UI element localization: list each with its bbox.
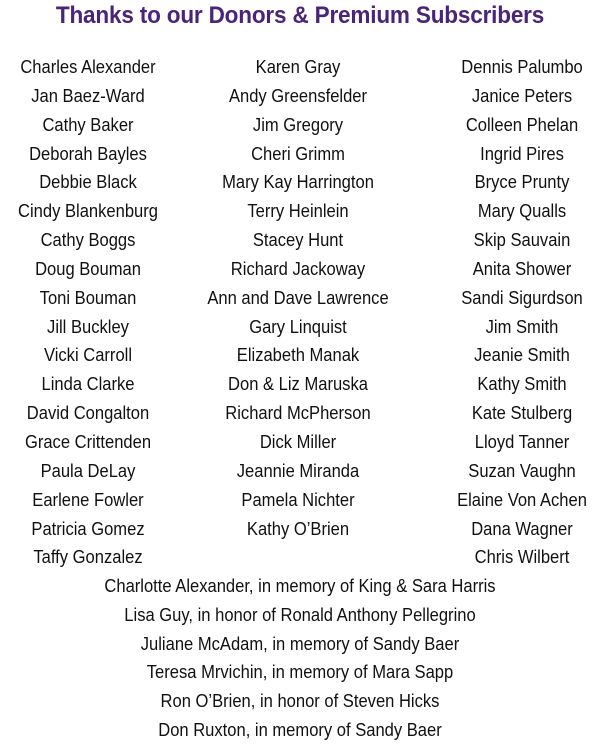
donor-name: Charles Alexander bbox=[20, 57, 156, 77]
donor-name: Chris Wilbert bbox=[474, 547, 570, 568]
donor-name: Mary Kay Harrington bbox=[222, 172, 374, 193]
donor-name: Elizabeth Manak bbox=[236, 345, 360, 366]
donor-name: Terry Heinlein bbox=[247, 201, 349, 222]
donor-name: Dennis Palumbo bbox=[461, 57, 583, 77]
donor-name: Debbie Black bbox=[39, 172, 137, 193]
donor-name: Earlene Fowler bbox=[32, 489, 144, 510]
donor-name: Jeanie Smith bbox=[474, 345, 570, 366]
donor-name: Jim Gregory bbox=[252, 114, 344, 135]
donor-name: Colleen Phelan bbox=[465, 114, 579, 135]
dedication-line: Ron O’Brien, in honor of Steven Hicks bbox=[160, 691, 440, 712]
dedication-line: Don Ruxton, in memory of Sandy Baer bbox=[158, 719, 442, 740]
donor-name: Cindy Blankenburg bbox=[18, 201, 158, 222]
donor-name: Paula DeLay bbox=[40, 460, 136, 481]
donor-name: Ingrid Pires bbox=[480, 143, 564, 164]
donor-name: Janice Peters bbox=[471, 85, 573, 106]
donor-name: Kate Stulberg bbox=[471, 403, 573, 424]
dedications-list bbox=[0, 572, 600, 745]
donor-name: Don & Liz Maruska bbox=[228, 374, 368, 395]
donor-name: Elaine Von Achen bbox=[457, 489, 587, 510]
donor-name: Dick Miller bbox=[259, 431, 337, 452]
donor-name: Richard Jackoway bbox=[230, 258, 366, 279]
page-title: Thanks to our Donors & Premium Subscribers bbox=[55, 2, 545, 29]
donor-name: Jim Smith bbox=[485, 316, 559, 337]
donor-name: Pamela Nichter bbox=[241, 489, 355, 510]
donor-name: Dana Wagner bbox=[471, 518, 573, 539]
donor-name: Toni Bouman bbox=[39, 287, 137, 308]
donor-name: Ann and Dave Lawrence bbox=[207, 287, 389, 308]
donor-name: Cathy Baker bbox=[42, 114, 134, 135]
donor-name: Stacey Hunt bbox=[252, 230, 344, 251]
donor-name: Lloyd Tanner bbox=[474, 431, 570, 452]
dedication-line: Lisa Guy, in honor of Ronald Anthony Pellegrino bbox=[124, 604, 476, 625]
donor-name: Patricia Gomez bbox=[31, 518, 145, 539]
donor-name: Vicki Carroll bbox=[43, 345, 133, 366]
dedication-line: Charlotte Alexander, in memory of King & Sara Harris bbox=[104, 576, 496, 596]
donor-name: David Congalton bbox=[26, 403, 150, 424]
donor-name: Richard McPherson bbox=[225, 403, 371, 424]
donor-name: Grace Crittenden bbox=[24, 431, 152, 452]
donor-name: Gary Linquist bbox=[249, 316, 347, 337]
donor-name: Bryce Prunty bbox=[474, 172, 570, 193]
donor-name: Mary Qualls bbox=[477, 201, 567, 222]
donor-name: Kathy O’Brien bbox=[246, 518, 350, 539]
donor-name: Cheri Grimm bbox=[251, 143, 345, 164]
donor-name: Linda Clarke bbox=[41, 374, 135, 395]
donor-name: Karen Gray bbox=[255, 57, 341, 77]
donor-name: Kathy Smith bbox=[477, 374, 567, 395]
donor-name: Deborah Bayles bbox=[29, 143, 147, 164]
donor-column-2 bbox=[199, 53, 396, 543]
dedication-line: Teresa Mrvichin, in memory of Mara Sapp bbox=[146, 662, 454, 683]
donor-name: Taffy Gonzalez bbox=[33, 547, 143, 568]
donor-name: Jill Buckley bbox=[47, 316, 129, 337]
donor-name: Skip Sauvain bbox=[473, 230, 571, 251]
donor-column-1 bbox=[12, 53, 164, 572]
dedication-line: Juliane McAdam, in memory of Sandy Baer bbox=[140, 633, 460, 654]
donor-name: Doug Bouman bbox=[35, 258, 141, 279]
donor-name: Sandi Sigurdson bbox=[461, 287, 583, 308]
donor-name: Anita Shower bbox=[472, 258, 572, 279]
donor-column-3 bbox=[451, 53, 592, 572]
donor-name: Jan Baez-Ward bbox=[31, 85, 145, 106]
donor-name: Suzan Vaughn bbox=[468, 460, 576, 481]
donor-name: Cathy Boggs bbox=[40, 230, 136, 251]
donor-name: Andy Greensfelder bbox=[228, 85, 368, 106]
donor-name: Jeannie Miranda bbox=[236, 460, 360, 481]
